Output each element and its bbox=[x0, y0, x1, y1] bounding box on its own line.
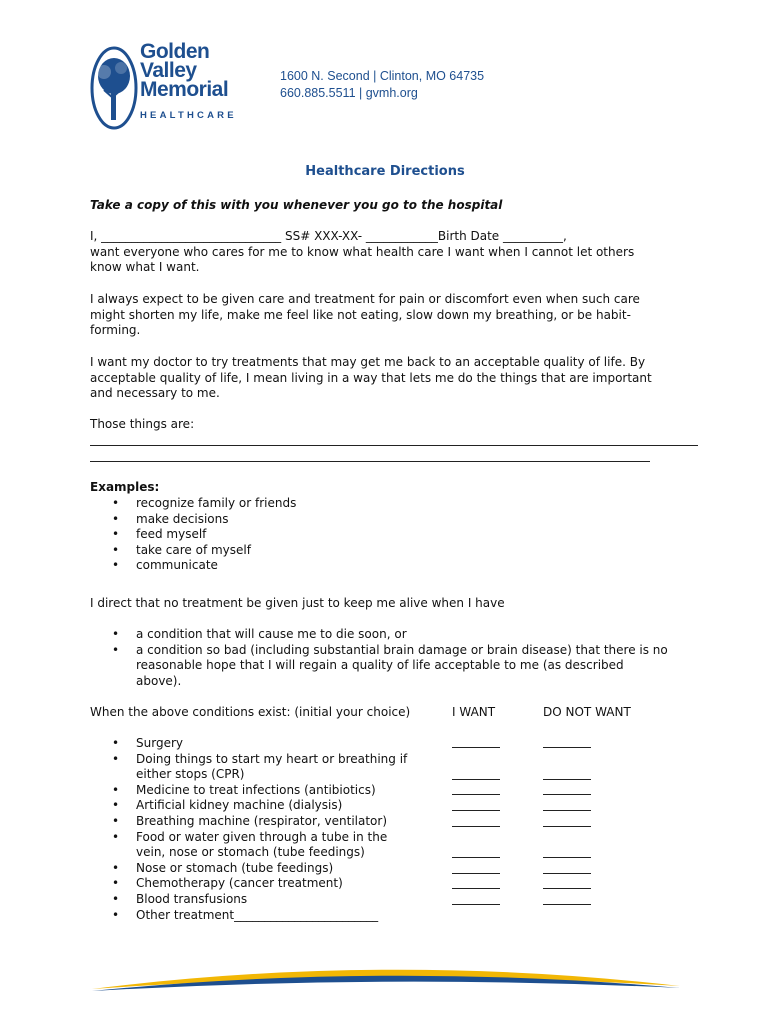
footer-swoosh-graphic bbox=[0, 958, 770, 998]
treatment-line: either stops (CPR) bbox=[136, 767, 245, 782]
do-not-want-initial-dialysis[interactable] bbox=[543, 810, 591, 811]
address-line: 1600 N. Second | Clinton, MO 64735 bbox=[280, 69, 485, 83]
list-item: • take care of myself bbox=[90, 543, 296, 559]
treatments-list bbox=[90, 736, 450, 923]
identity-paragraph bbox=[90, 229, 710, 276]
list-item bbox=[90, 830, 450, 861]
i-want-initial-ventilator[interactable] bbox=[452, 826, 500, 827]
logo-subtitle: HEALTHCARE bbox=[140, 110, 237, 121]
i-want-initial-cpr[interactable] bbox=[452, 779, 500, 780]
i-want-initial-surgery[interactable] bbox=[452, 747, 500, 748]
paragraph-line: and necessary to me. bbox=[90, 386, 220, 401]
condition-line: • a condition so bad (including substantial brain damage or brain disease) that there is no bbox=[136, 642, 668, 657]
list-item bbox=[90, 643, 710, 690]
list-item: • Nose or stomach (tube feedings) bbox=[90, 861, 450, 877]
do-not-want-initial-antibiotics[interactable] bbox=[543, 794, 591, 795]
hospital-logo bbox=[90, 40, 250, 134]
do-not-want-header: DO NOT WANT bbox=[543, 705, 631, 719]
contact-address bbox=[280, 68, 484, 102]
list-item: • make decisions bbox=[90, 512, 296, 528]
i-want-initial-transfusions[interactable] bbox=[452, 904, 500, 905]
tree-emblem-icon bbox=[90, 46, 138, 130]
examples-heading: Examples: bbox=[90, 480, 160, 494]
treatment-line: • Food or water given through a tube in the bbox=[136, 829, 388, 844]
list-item: • Blood transfusions bbox=[90, 892, 450, 908]
instruction-text: Take a copy of this with you whenever you go to the hospital bbox=[90, 198, 503, 212]
do-not-want-initial-cpr[interactable] bbox=[543, 779, 591, 780]
logo-word-golden: Golden bbox=[140, 40, 210, 63]
list-item bbox=[90, 752, 450, 783]
when-label: When the above conditions exist: (initial your choice) bbox=[90, 705, 411, 719]
do-not-want-initial-tube-feedings[interactable] bbox=[543, 857, 591, 858]
list-item: • recognize family or friends bbox=[90, 496, 296, 512]
do-not-want-initial-nose-stomach[interactable] bbox=[543, 873, 591, 874]
pain-care-paragraph bbox=[90, 292, 710, 339]
paragraph-line: might shorten my life, make me feel like not eating, slow down my breathing, or be habit- bbox=[90, 307, 631, 322]
document-title: Healthcare Directions bbox=[305, 164, 465, 179]
list-item: • communicate bbox=[90, 558, 296, 574]
do-not-want-initial-transfusions[interactable] bbox=[543, 904, 591, 905]
phone-web-line: 660.885.5511 | gvmh.org bbox=[280, 86, 418, 100]
list-item: • Breathing machine (respirator, ventilator) bbox=[90, 814, 450, 830]
identity-line: know what I want. bbox=[90, 260, 200, 275]
paragraph-line: I always expect to be given care and treatment for pain or discomfort even when such care bbox=[90, 292, 640, 306]
list-item: • Chemotherapy (cancer treatment) bbox=[90, 876, 450, 892]
fill-in-line[interactable] bbox=[90, 445, 698, 446]
i-want-initial-tube-feedings[interactable] bbox=[452, 857, 500, 858]
fill-in-line[interactable] bbox=[90, 461, 650, 462]
list-item: • Surgery bbox=[90, 736, 450, 752]
do-not-want-initial-chemotherapy[interactable] bbox=[543, 888, 591, 889]
those-things-label: Those things are: bbox=[90, 417, 195, 431]
quality-of-life-paragraph bbox=[90, 355, 710, 402]
direct-statement: I direct that no treatment be given just to keep me alive when I have bbox=[90, 596, 505, 610]
conditions-list bbox=[90, 627, 710, 689]
condition-line: reasonable hope that I will regain a quality of life acceptable to me (as described bbox=[136, 658, 624, 673]
i-want-initial-dialysis[interactable] bbox=[452, 810, 500, 811]
i-want-header: I WANT bbox=[452, 705, 496, 719]
treatment-line: vein, nose or stomach (tube feedings) bbox=[136, 845, 365, 860]
logo-word-valley: Valley bbox=[140, 59, 197, 82]
paragraph-line: acceptable quality of life, I mean living in a way that lets me do the things that are important bbox=[90, 370, 652, 385]
condition-line: above). bbox=[136, 673, 182, 688]
paragraph-line: I want my doctor to try treatments that may get me back to an acceptable quality of life. By bbox=[90, 355, 646, 369]
i-want-initial-antibiotics[interactable] bbox=[452, 794, 500, 795]
list-item: • feed myself bbox=[90, 527, 296, 543]
paragraph-line: forming. bbox=[90, 323, 141, 338]
list-item: • Artificial kidney machine (dialysis) bbox=[90, 798, 450, 814]
identity-line: want everyone who cares for me to know what health care I want when I cannot let others bbox=[90, 244, 635, 259]
do-not-want-initial-surgery[interactable] bbox=[543, 747, 591, 748]
list-item: • a condition that will cause me to die soon, or bbox=[90, 627, 710, 643]
logo-word-memorial: Memorial bbox=[140, 78, 229, 101]
examples-list bbox=[90, 496, 296, 574]
identity-line: I, ______________________________ SS# XXX-XX- ____________Birth Date __________, bbox=[90, 229, 567, 243]
list-item: • Other treatment________________________ bbox=[90, 908, 450, 924]
i-want-initial-nose-stomach[interactable] bbox=[452, 873, 500, 874]
list-item: • Medicine to treat infections (antibiotics) bbox=[90, 783, 450, 799]
treatment-line: • Doing things to start my heart or breathing if bbox=[136, 751, 408, 766]
i-want-initial-chemotherapy[interactable] bbox=[452, 888, 500, 889]
do-not-want-initial-ventilator[interactable] bbox=[543, 826, 591, 827]
